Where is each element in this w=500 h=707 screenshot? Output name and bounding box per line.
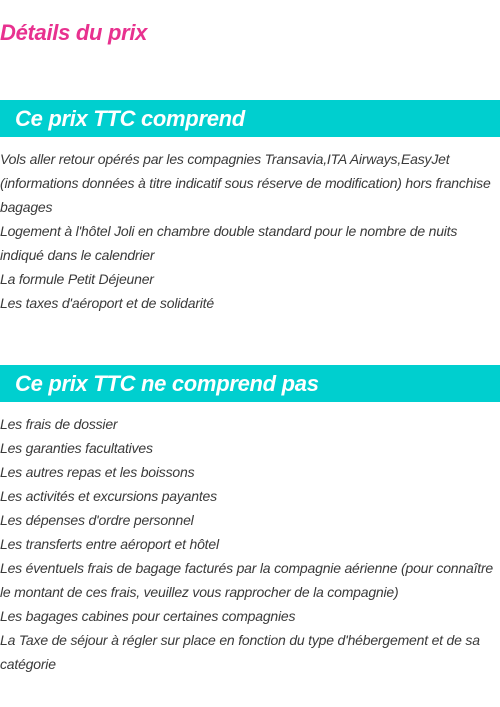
excluded-section-header: Ce prix TTC ne comprend pas <box>0 365 500 402</box>
list-item: Logement à l'hôtel Joli en chambre double standard pour le nombre de nuits indiqué dans le calendrier <box>0 223 458 263</box>
list-item: Les dépenses d'ordre personnel <box>0 512 194 528</box>
excluded-items-list <box>0 412 500 676</box>
list-item: Les bagages cabines pour certaines compagnies <box>0 608 296 624</box>
list-item: Les activités et excursions payantes <box>0 488 217 504</box>
list-item: La formule Petit Déjeuner <box>0 271 154 287</box>
list-item: Les autres repas et les boissons <box>0 464 195 480</box>
list-item: Les transferts entre aéroport et hôtel <box>0 536 219 552</box>
included-section-header: Ce prix TTC comprend <box>0 100 500 137</box>
list-item: Les taxes d'aéroport et de solidarité <box>0 295 214 311</box>
list-item: Vols aller retour opérés par les compagnies Transavia,ITA Airways,EasyJet (informations données à titre indicatif sous réserve de modification) hors franchise bagages <box>0 151 491 215</box>
list-item: Les garanties facultatives <box>0 440 153 456</box>
list-item: La Taxe de séjour à régler sur place en fonction du type d'hébergement et de sa catégorie <box>0 632 480 672</box>
page-title: Détails du prix <box>0 20 148 45</box>
included-items-list <box>0 147 500 315</box>
list-item: Les éventuels frais de bagage facturés par la compagnie aérienne (pour connaître le montant de ces frais, veuillez vous rapprocher de la compagnie) <box>0 560 493 600</box>
list-item: Les frais de dossier <box>0 416 118 432</box>
